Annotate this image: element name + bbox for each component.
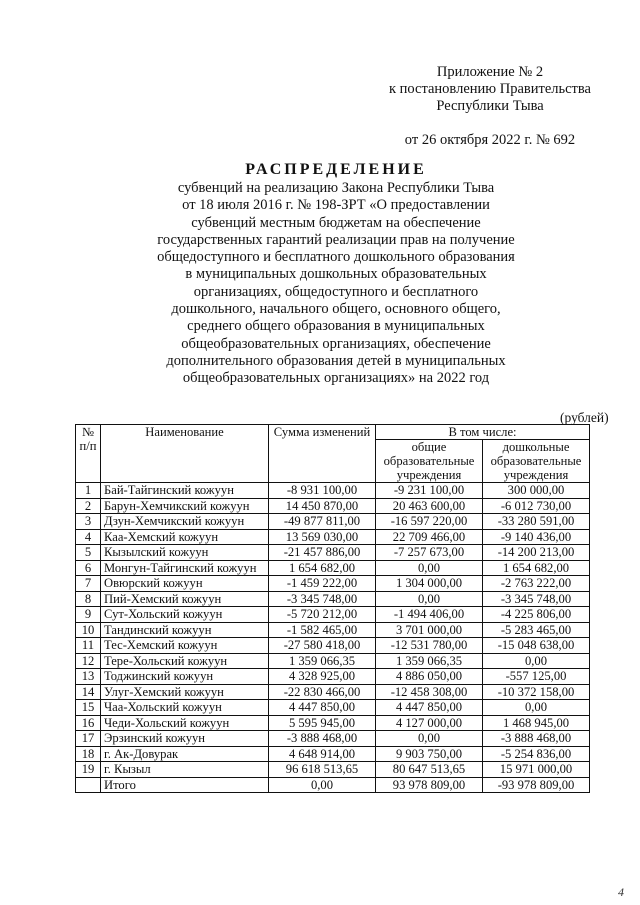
appendix-line-1: Приложение № 2 [436, 64, 544, 80]
cell-general: 1 304 000,00 [376, 576, 483, 592]
cell-num: 7 [76, 576, 101, 592]
cell-name: г. Ак-Довурак [101, 746, 269, 762]
col-header-general: общие образовательные учреждения [376, 440, 483, 483]
cell-num: 17 [76, 731, 101, 747]
cell-num: 1 [76, 483, 101, 499]
table-row [76, 715, 590, 731]
cell-name: Каа-Хемский кожуун [101, 529, 269, 545]
cell-num: 12 [76, 653, 101, 669]
cell-general: 80 647 513,65 [376, 762, 483, 778]
subtitle-line: в муниципальных дошкольных образовательных [185, 266, 487, 283]
cell-general: 20 463 600,00 [376, 498, 483, 514]
cell-preschool: -9 140 436,00 [483, 529, 590, 545]
cell-general: 0,00 [376, 731, 483, 747]
cell-general: -12 458 308,00 [376, 684, 483, 700]
cell-preschool: -6 012 730,00 [483, 498, 590, 514]
subtitle-line: общеобразовательных организациях» на 2022 год [182, 370, 490, 387]
cell-name: Монгун-Тайгинский кожуун [101, 560, 269, 576]
cell-num: 9 [76, 607, 101, 623]
cell-sum: -21 457 886,00 [269, 545, 376, 561]
cell-name: Тоджинский кожуун [101, 669, 269, 685]
cell-sum: -5 720 212,00 [269, 607, 376, 623]
cell-preschool: -2 763 222,00 [483, 576, 590, 592]
col-header-name: Наименование [101, 425, 269, 483]
cell-preschool: -5 283 465,00 [483, 622, 590, 638]
table-row [76, 483, 590, 499]
table-row [76, 498, 590, 514]
cell-general: 1 359 066,35 [376, 653, 483, 669]
table-row [76, 514, 590, 530]
cell-preschool: -3 345 748,00 [483, 591, 590, 607]
cell-sum: 0,00 [269, 777, 376, 793]
cell-sum: -49 877 811,00 [269, 514, 376, 530]
cell-general: 93 978 809,00 [376, 777, 483, 793]
cell-name: Кызылский кожуун [101, 545, 269, 561]
cell-sum: 1 359 066,35 [269, 653, 376, 669]
cell-num: 18 [76, 746, 101, 762]
cell-name: Бай-Тайгинский кожуун [101, 483, 269, 499]
subtitle-line: организациях, общедоступного и бесплатного [193, 283, 479, 300]
cell-preschool: 0,00 [483, 700, 590, 716]
table-row [76, 746, 590, 762]
cell-preschool: -3 888 468,00 [483, 731, 590, 747]
table-row [76, 777, 590, 793]
cell-preschool: 0,00 [483, 653, 590, 669]
col-header-including: В том числе: [376, 425, 590, 440]
cell-general: 4 886 050,00 [376, 669, 483, 685]
document-subtitle [70, 180, 602, 388]
cell-num: 10 [76, 622, 101, 638]
table-row [76, 607, 590, 623]
cell-sum: -27 580 418,00 [269, 638, 376, 654]
page-mark: 4 [618, 885, 624, 899]
table-row [76, 653, 590, 669]
subtitle-line: дошкольного, начального общего, основного общего, [171, 301, 501, 318]
subtitle-line: общедоступного и бесплатного дошкольного образования [157, 249, 515, 266]
col-header-sum: Сумма изменений [269, 425, 376, 483]
cell-num: 4 [76, 529, 101, 545]
cell-name: Чеди-Хольский кожуун [101, 715, 269, 731]
cell-general: -1 494 406,00 [376, 607, 483, 623]
cell-preschool: 300 000,00 [483, 483, 590, 499]
document-title: РАСПРЕДЕЛЕНИЕ [245, 161, 427, 178]
cell-name: Дзун-Хемчикский кожуун [101, 514, 269, 530]
appendix-line-3: Республики Тыва [436, 98, 544, 114]
table-row [76, 669, 590, 685]
cell-sum: -8 931 100,00 [269, 483, 376, 499]
cell-general: 9 903 750,00 [376, 746, 483, 762]
cell-name: Тандинский кожуун [101, 622, 269, 638]
col-header-preschool: дошкольные образовательные учреждения [483, 440, 590, 483]
cell-sum: 14 450 870,00 [269, 498, 376, 514]
subtitle-line: от 18 июля 2016 г. № 198-ЗРТ «О предоставлении [182, 197, 490, 214]
cell-name: Улуг-Хемский кожуун [101, 684, 269, 700]
table-row [76, 545, 590, 561]
cell-sum: 13 569 030,00 [269, 529, 376, 545]
cell-name: Овюрский кожуун [101, 576, 269, 592]
table-row [76, 622, 590, 638]
table-row [76, 638, 590, 654]
cell-preschool: -15 048 638,00 [483, 638, 590, 654]
appendix-line-2: к постановлению Правительства [389, 81, 591, 97]
table-row [76, 731, 590, 747]
cell-preschool: -4 225 806,00 [483, 607, 590, 623]
cell-preschool: -33 280 591,00 [483, 514, 590, 530]
cell-sum: -1 582 465,00 [269, 622, 376, 638]
cell-general: 4 127 000,00 [376, 715, 483, 731]
subtitle-line: государственных гарантий реализации прав на получение [157, 231, 515, 248]
cell-sum: 4 447 850,00 [269, 700, 376, 716]
cell-name: Сут-Хольский кожуун [101, 607, 269, 623]
units-label: (рублей) [560, 410, 609, 425]
subtitle-line: субвенций местным бюджетам на обеспечение [191, 214, 481, 231]
cell-preschool: -557 125,00 [483, 669, 590, 685]
cell-num: 8 [76, 591, 101, 607]
cell-name: Итого [101, 777, 269, 793]
cell-preschool: 1 468 945,00 [483, 715, 590, 731]
table-row [76, 529, 590, 545]
cell-general: 22 709 466,00 [376, 529, 483, 545]
cell-num [76, 777, 101, 793]
cell-preschool: -14 200 213,00 [483, 545, 590, 561]
cell-general: -12 531 780,00 [376, 638, 483, 654]
cell-preschool: 15 971 000,00 [483, 762, 590, 778]
cell-preschool: -10 372 158,00 [483, 684, 590, 700]
cell-name: Пий-Хемский кожуун [101, 591, 269, 607]
cell-general: 0,00 [376, 560, 483, 576]
cell-general: -9 231 100,00 [376, 483, 483, 499]
cell-sum: 1 654 682,00 [269, 560, 376, 576]
cell-name: Тере-Хольский кожуун [101, 653, 269, 669]
cell-num: 14 [76, 684, 101, 700]
cell-general: -7 257 673,00 [376, 545, 483, 561]
cell-preschool: 1 654 682,00 [483, 560, 590, 576]
cell-sum: -3 345 748,00 [269, 591, 376, 607]
cell-num: 16 [76, 715, 101, 731]
subtitle-line: среднего общего образования в муниципальных [187, 318, 485, 335]
cell-name: г. Кызыл [101, 762, 269, 778]
table-row [76, 560, 590, 576]
cell-num: 13 [76, 669, 101, 685]
cell-general: -16 597 220,00 [376, 514, 483, 530]
cell-num: 19 [76, 762, 101, 778]
cell-num: 5 [76, 545, 101, 561]
cell-general: 0,00 [376, 591, 483, 607]
cell-preschool: -5 254 836,00 [483, 746, 590, 762]
cell-num: 3 [76, 514, 101, 530]
document-heading [70, 160, 602, 388]
cell-name: Чаа-Хольский кожуун [101, 700, 269, 716]
table-body [76, 483, 590, 793]
table-row [76, 591, 590, 607]
cell-sum: 4 648 914,00 [269, 746, 376, 762]
col-header-num: № п/п [76, 425, 101, 483]
cell-sum: 96 618 513,65 [269, 762, 376, 778]
cell-sum: -1 459 222,00 [269, 576, 376, 592]
cell-sum: -3 888 468,00 [269, 731, 376, 747]
table-row [76, 762, 590, 778]
cell-num: 6 [76, 560, 101, 576]
cell-num: 11 [76, 638, 101, 654]
cell-sum: -22 830 466,00 [269, 684, 376, 700]
table-row [76, 700, 590, 716]
subtitle-line: субвенций на реализацию Закона Республики Тыва [177, 180, 495, 196]
cell-sum: 4 328 925,00 [269, 669, 376, 685]
cell-general: 4 447 850,00 [376, 700, 483, 716]
subtitle-line: общеобразовательных организациях, обеспечение [181, 335, 491, 352]
cell-general: 3 701 000,00 [376, 622, 483, 638]
cell-num: 2 [76, 498, 101, 514]
cell-name: Барун-Хемчикский кожуун [101, 498, 269, 514]
cell-sum: 5 595 945,00 [269, 715, 376, 731]
cell-name: Тес-Хемский кожуун [101, 638, 269, 654]
appendix-block [360, 64, 620, 149]
cell-preschool: -93 978 809,00 [483, 777, 590, 793]
table-row [76, 684, 590, 700]
table-row [76, 576, 590, 592]
cell-num: 15 [76, 700, 101, 716]
subtitle-line: дополнительного образования детей в муниципальных [166, 352, 506, 369]
distribution-table [75, 424, 590, 793]
cell-name: Эрзинский кожуун [101, 731, 269, 747]
appendix-date: от 26 октября 2022 г. № 692 [404, 132, 576, 148]
